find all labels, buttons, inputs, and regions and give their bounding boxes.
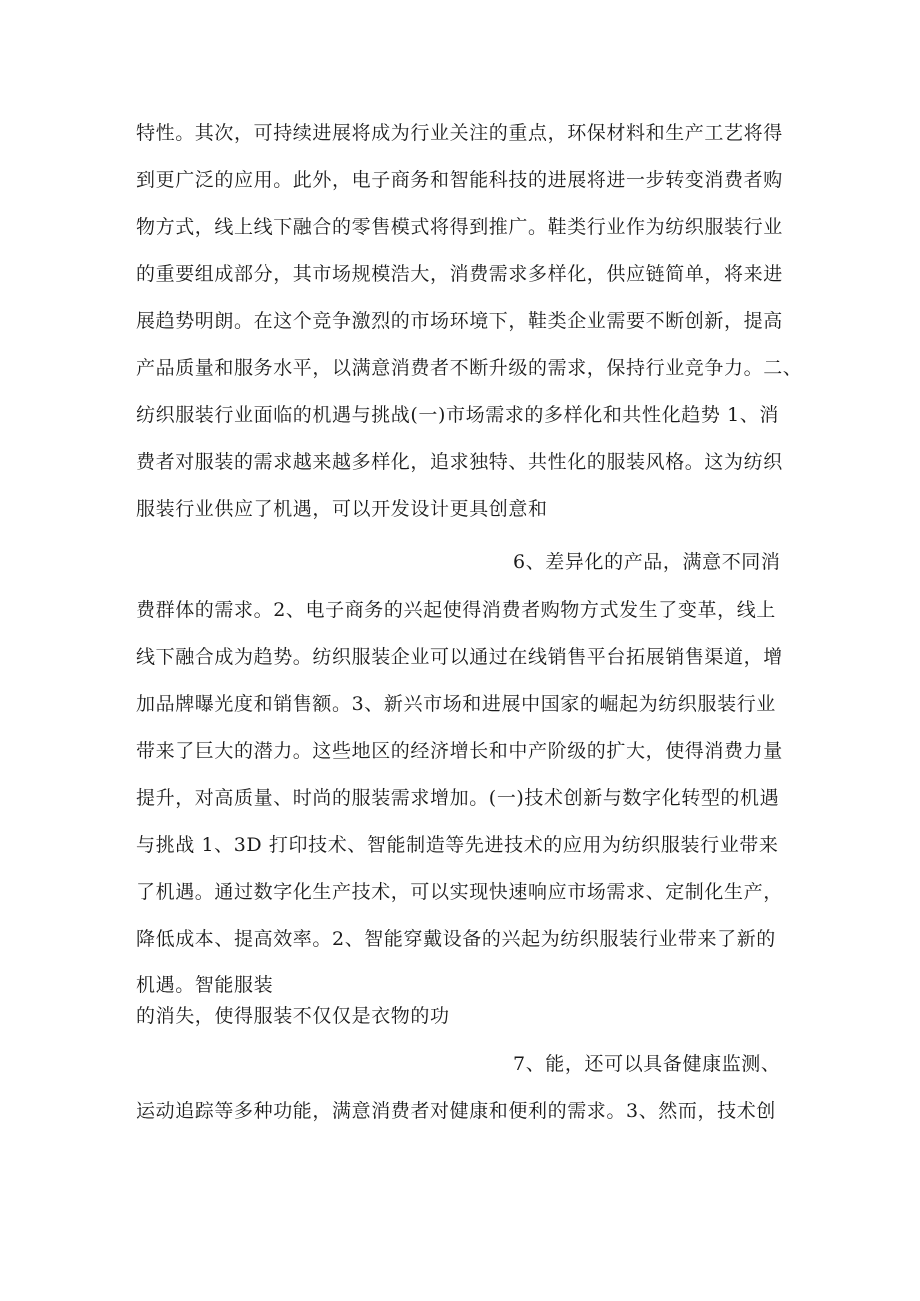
text-line: 费群体的需求。2、电子商务的兴起使得消费者购物方式发生了变革，线上 [136, 599, 776, 621]
text-line: 提升，对高质量、时尚的服装需求增加。(一)技术创新与数字化转型的机遇 [136, 787, 780, 809]
page-fragment-number-line: 7、能，还可以具备健康监测、 [513, 1053, 781, 1075]
text-line: 机遇。智能服装 [136, 974, 274, 996]
text-line: 加品牌曝光度和销售额。3、新兴市场和进展中国家的崛起为纺织服装行业 [136, 693, 776, 715]
text-line: 线下融合成为趋势。纺织服装企业可以通过在线销售平台拓展销售渠道，增 [136, 646, 783, 668]
text-line: 与挑战 1、3D 打印技术、智能制造等先进技术的应用为纺织服装行业带来 [136, 834, 779, 856]
text-line: 的重要组成部分，其市场规模浩大，消费需求多样化，供应链简单，将来进 [136, 263, 783, 285]
text-line: 降低成本、提高效率。2、智能穿戴设备的兴起为纺织服装行业带来了新的 [136, 928, 776, 950]
text-line: 展趋势明朗。在这个竞争激烈的市场环境下，鞋类企业需要不断创新，提高 [136, 310, 783, 332]
text-line: 运动追踪等多种功能，满意消费者对健康和便利的需求。3、然而，技术创 [136, 1100, 776, 1122]
text-line: 纺织服装行业面临的机遇与挑战(一)市场需求的多样化和共性化趋势 1、消 [136, 404, 779, 426]
text-line: 产品质量和服务水平，以满意消费者不断升级的需求，保持行业竞争力。二、 [136, 357, 803, 379]
page-fragment-number-line: 6、差异化的产品，满意不同消 [513, 551, 781, 573]
text-line: 特性。其次，可持续进展将成为行业关注的重点，环保材料和生产工艺将得 [136, 122, 783, 144]
text-line: 物方式，线上线下融合的零售模式将得到推广。鞋类行业作为纺织服装行业 [136, 216, 783, 238]
text-line: 费者对服装的需求越来越多样化，追求独特、共性化的服装风格。这为纺织 [136, 451, 783, 473]
text-line: 服装行业供应了机遇，可以开发设计更具创意和 [136, 498, 548, 520]
text-line: 带来了巨大的潜力。这些地区的经济增长和中产阶级的扩大，使得消费力量 [136, 740, 783, 762]
text-line: 的消失，使得服装不仅仅是衣物的功 [136, 1005, 450, 1027]
text-line: 了机遇。通过数字化生产技术，可以实现快速响应市场需求、定制化生产， [136, 881, 783, 903]
text-line: 到更广泛的应用。此外，电子商务和智能科技的进展将进一步转变消费者购 [136, 169, 783, 191]
